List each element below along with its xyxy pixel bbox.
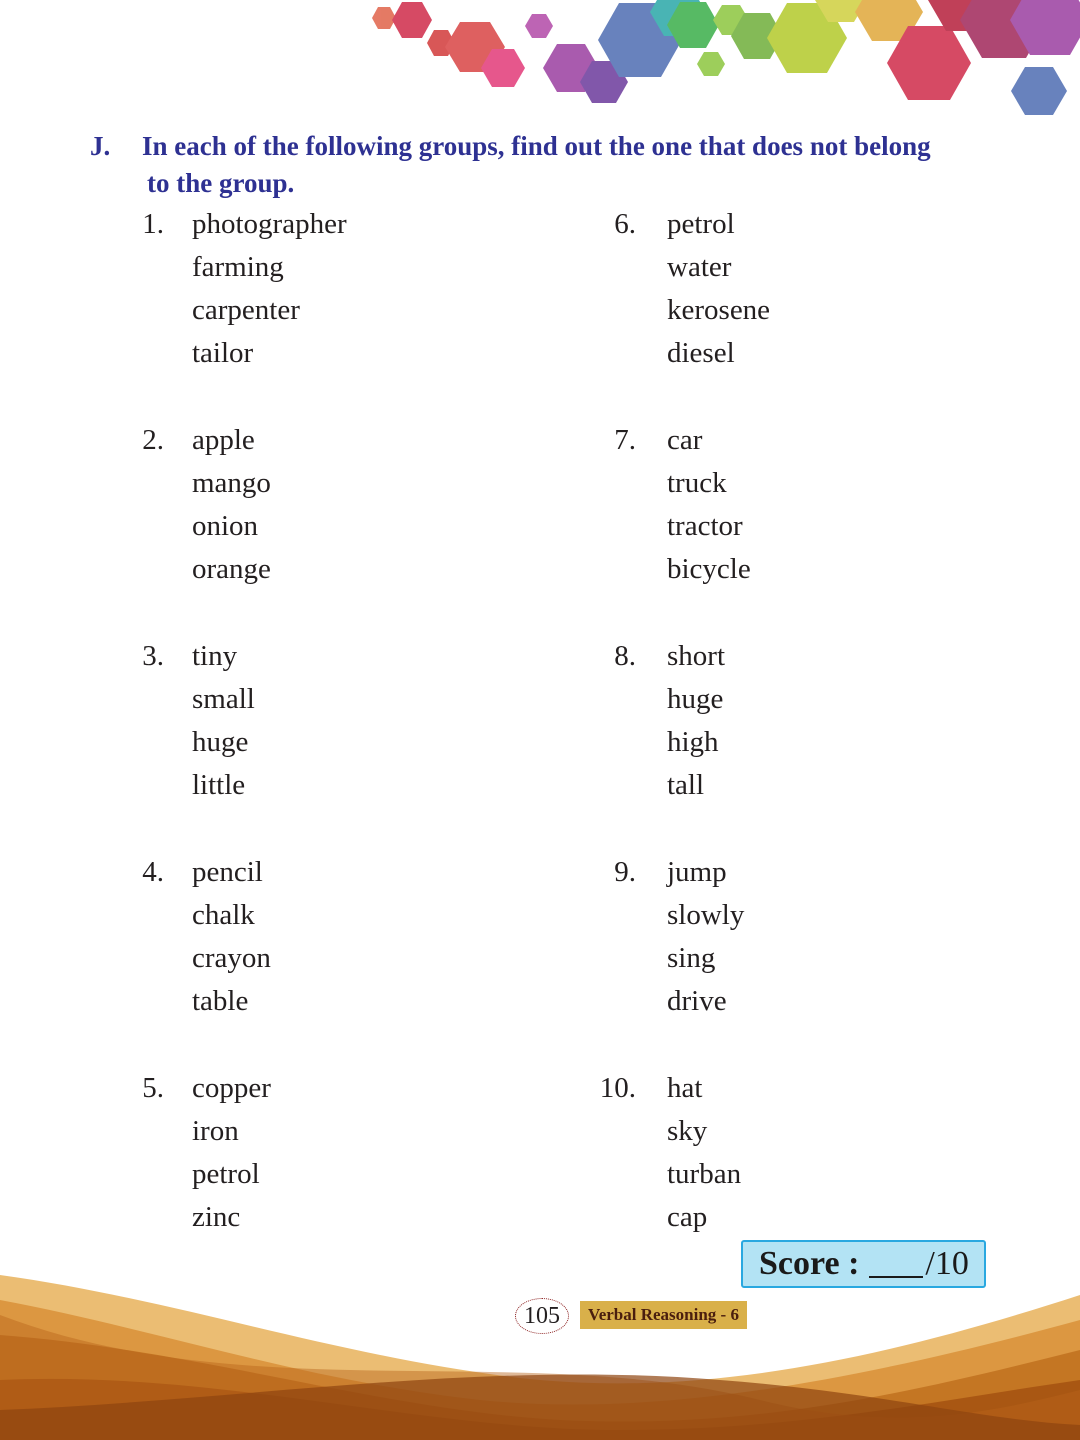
word-option: huge	[667, 683, 724, 715]
book-title-tag: Verbal Reasoning - 6	[580, 1301, 747, 1329]
word-option: petrol	[192, 1158, 260, 1190]
word-option: jump	[667, 856, 727, 888]
word-option: bicycle	[667, 553, 751, 585]
word-option: iron	[192, 1115, 239, 1147]
word-option: onion	[192, 510, 259, 542]
word-option: slowly	[667, 899, 745, 931]
score-total: /10	[925, 1245, 969, 1282]
word-option: high	[667, 726, 719, 758]
question-number: 8.	[614, 640, 636, 672]
word-option: farming	[192, 251, 284, 283]
word-option: truck	[667, 467, 727, 499]
word-list	[667, 419, 751, 591]
word-option: cap	[667, 1201, 708, 1233]
word-list	[667, 851, 744, 1023]
instruction-line-2: to the group.	[147, 168, 295, 198]
word-option: drive	[667, 985, 727, 1017]
word-option: copper	[192, 1072, 271, 1104]
exercise-letter: J.	[90, 131, 111, 161]
word-option: carpenter	[192, 294, 300, 326]
word-option: water	[667, 251, 732, 283]
word-option: turban	[667, 1158, 742, 1190]
word-list	[192, 203, 347, 375]
word-option: car	[667, 424, 703, 456]
word-option: hat	[667, 1072, 703, 1104]
word-list	[667, 203, 770, 375]
question-number: 2.	[142, 424, 164, 456]
word-option: pencil	[192, 856, 263, 888]
word-list	[192, 635, 255, 807]
word-option: small	[192, 683, 255, 715]
word-option: sky	[667, 1115, 708, 1147]
word-option: tractor	[667, 510, 743, 542]
exercise-heading	[90, 128, 1020, 202]
page-number: 105	[515, 1298, 569, 1334]
exercise-instruction	[142, 128, 1020, 202]
word-option: sing	[667, 942, 716, 974]
word-list	[667, 1067, 741, 1239]
question-number: 5.	[142, 1072, 164, 1104]
question-number: 10.	[599, 1072, 636, 1104]
hexagon-decoration	[0, 0, 1080, 130]
word-option: chalk	[192, 899, 255, 931]
instruction-line-1: In each of the following groups, find out the one that does not belong	[142, 131, 931, 161]
question-number: 4.	[142, 856, 164, 888]
word-option: apple	[192, 424, 255, 456]
word-option: photographer	[192, 208, 347, 240]
question-number: 3.	[142, 640, 164, 672]
word-option: zinc	[192, 1201, 241, 1233]
score-box	[741, 1240, 986, 1288]
word-option: table	[192, 985, 249, 1017]
word-option: orange	[192, 553, 271, 585]
word-option: huge	[192, 726, 249, 758]
word-option: crayon	[192, 942, 271, 974]
word-list	[192, 1067, 271, 1239]
word-option: mango	[192, 467, 271, 499]
score-blank[interactable]	[869, 1250, 923, 1278]
question-number: 1.	[142, 208, 164, 240]
question-number: 6.	[614, 208, 636, 240]
question-number: 7.	[614, 424, 636, 456]
word-option: little	[192, 769, 246, 801]
word-option: tiny	[192, 640, 238, 672]
word-option: short	[667, 640, 725, 672]
word-option: kerosene	[667, 294, 771, 326]
word-option: petrol	[667, 208, 735, 240]
word-list	[192, 851, 271, 1023]
word-list	[192, 419, 271, 591]
score-label: Score :	[759, 1245, 860, 1282]
word-option: tall	[667, 769, 705, 801]
question-number: 9.	[614, 856, 636, 888]
word-option: diesel	[667, 337, 735, 369]
word-option: tailor	[192, 337, 254, 369]
word-list	[667, 635, 725, 807]
